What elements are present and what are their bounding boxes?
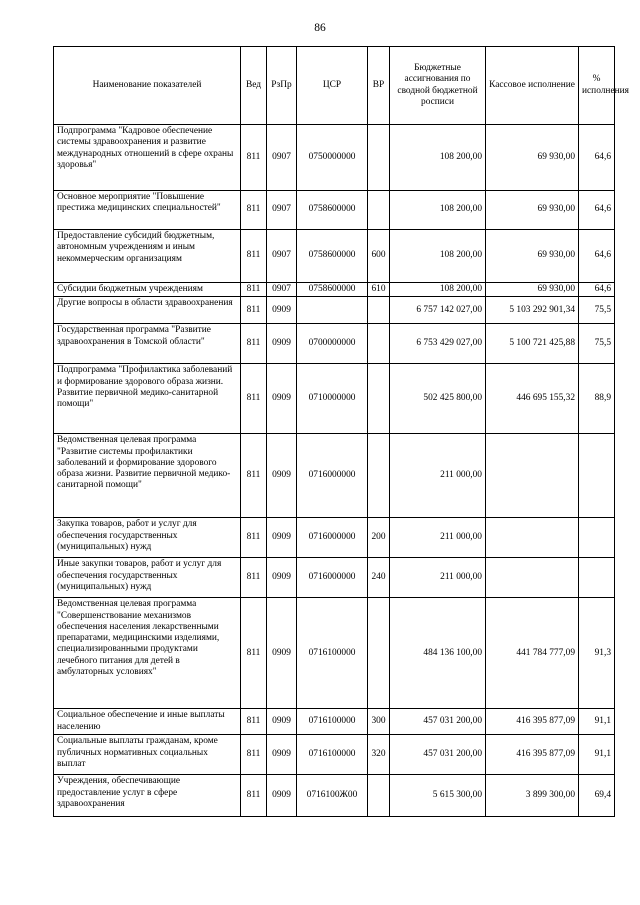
cell-rzpr: 0909 bbox=[267, 735, 297, 775]
cell-cash: 5 103 292 901,34 bbox=[486, 297, 579, 324]
cell-ved: 811 bbox=[241, 364, 267, 434]
cell-vr: 320 bbox=[368, 735, 390, 775]
cell-pct: 69,4 bbox=[579, 775, 615, 817]
cell-budget: 108 200,00 bbox=[390, 191, 486, 230]
cell-vr: 600 bbox=[368, 230, 390, 283]
cell-ved: 811 bbox=[241, 518, 267, 558]
cell-csr: 0716100000 bbox=[297, 735, 368, 775]
cell-ved: 811 bbox=[241, 283, 267, 297]
table-row bbox=[54, 518, 615, 558]
cell-csr: 0716000000 bbox=[297, 558, 368, 598]
cell-csr: 0758600000 bbox=[297, 283, 368, 297]
cell-csr: 0716100000 bbox=[297, 709, 368, 735]
cell-name: Социальные выплаты гражданам, кроме публичных нормативных социальных выплат bbox=[54, 735, 241, 775]
cell-ved: 811 bbox=[241, 775, 267, 817]
cell-budget: 457 031 200,00 bbox=[390, 735, 486, 775]
header-csr: ЦСР bbox=[297, 47, 368, 125]
cell-cash: 69 930,00 bbox=[486, 125, 579, 191]
cell-cash: 416 395 877,09 bbox=[486, 709, 579, 735]
cell-pct: 64,6 bbox=[579, 125, 615, 191]
cell-rzpr: 0907 bbox=[267, 125, 297, 191]
cell-ved: 811 bbox=[241, 125, 267, 191]
cell-pct bbox=[579, 518, 615, 558]
cell-cash: 5 100 721 425,88 bbox=[486, 324, 579, 364]
cell-csr: 0758600000 bbox=[297, 191, 368, 230]
cell-cash: 3 899 300,00 bbox=[486, 775, 579, 817]
cell-rzpr: 0907 bbox=[267, 191, 297, 230]
table-row bbox=[54, 775, 615, 817]
cell-budget: 108 200,00 bbox=[390, 125, 486, 191]
cell-budget: 108 200,00 bbox=[390, 283, 486, 297]
table-row bbox=[54, 434, 615, 518]
cell-vr: 610 bbox=[368, 283, 390, 297]
cell-cash bbox=[486, 518, 579, 558]
cell-csr: 0716100000 bbox=[297, 598, 368, 709]
cell-vr bbox=[368, 364, 390, 434]
page-number: 86 bbox=[314, 22, 326, 34]
table-header-row bbox=[54, 47, 615, 125]
cell-cash: 69 930,00 bbox=[486, 191, 579, 230]
cell-csr: 0716100Ж00 bbox=[297, 775, 368, 817]
cell-rzpr: 0907 bbox=[267, 283, 297, 297]
cell-csr: 0700000000 bbox=[297, 324, 368, 364]
cell-name: Иные закупки товаров, работ и услуг для обеспечения государственных (муниципальных) нужд bbox=[54, 558, 241, 598]
cell-rzpr: 0909 bbox=[267, 709, 297, 735]
cell-cash: 69 930,00 bbox=[486, 283, 579, 297]
cell-pct: 91,3 bbox=[579, 598, 615, 709]
cell-name: Субсидии бюджетным учреждениям bbox=[54, 283, 241, 297]
cell-ved: 811 bbox=[241, 558, 267, 598]
cell-name: Социальное обеспечение и иные выплаты населению bbox=[54, 709, 241, 735]
cell-pct: 64,6 bbox=[579, 230, 615, 283]
cell-cash: 69 930,00 bbox=[486, 230, 579, 283]
cell-vr bbox=[368, 324, 390, 364]
cell-csr: 0716000000 bbox=[297, 434, 368, 518]
cell-rzpr: 0909 bbox=[267, 518, 297, 558]
header-percent: % исполнения bbox=[579, 47, 615, 125]
table-row bbox=[54, 364, 615, 434]
table-row bbox=[54, 297, 615, 324]
cell-rzpr: 0909 bbox=[267, 598, 297, 709]
cell-cash: 446 695 155,32 bbox=[486, 364, 579, 434]
cell-vr: 300 bbox=[368, 709, 390, 735]
cell-ved: 811 bbox=[241, 230, 267, 283]
cell-rzpr: 0909 bbox=[267, 434, 297, 518]
cell-budget: 457 031 200,00 bbox=[390, 709, 486, 735]
table-row bbox=[54, 283, 615, 297]
cell-budget: 6 753 429 027,00 bbox=[390, 324, 486, 364]
cell-pct bbox=[579, 434, 615, 518]
cell-csr: 0758600000 bbox=[297, 230, 368, 283]
cell-vr: 240 bbox=[368, 558, 390, 598]
cell-ved: 811 bbox=[241, 191, 267, 230]
table-row bbox=[54, 230, 615, 283]
cell-csr bbox=[297, 297, 368, 324]
cell-cash: 416 395 877,09 bbox=[486, 735, 579, 775]
cell-budget: 484 136 100,00 bbox=[390, 598, 486, 709]
cell-name: Учреждения, обеспечивающие предоставление услуг в сфере здравоохранения bbox=[54, 775, 241, 817]
cell-csr: 0750000000 bbox=[297, 125, 368, 191]
table-row bbox=[54, 735, 615, 775]
cell-name: Подпрограмма "Кадровое обеспечение системы здравоохранения и развитие международных отношений в сфере охраны здоровья" bbox=[54, 125, 241, 191]
cell-budget: 5 615 300,00 bbox=[390, 775, 486, 817]
cell-vr bbox=[368, 297, 390, 324]
cell-budget: 502 425 800,00 bbox=[390, 364, 486, 434]
cell-rzpr: 0909 bbox=[267, 297, 297, 324]
header-rzpr: РзПр bbox=[267, 47, 297, 125]
cell-pct: 91,1 bbox=[579, 709, 615, 735]
cell-ved: 811 bbox=[241, 709, 267, 735]
cell-rzpr: 0909 bbox=[267, 775, 297, 817]
cell-budget: 211 000,00 bbox=[390, 434, 486, 518]
cell-cash: 441 784 777,09 bbox=[486, 598, 579, 709]
cell-cash bbox=[486, 558, 579, 598]
cell-vr: 200 bbox=[368, 518, 390, 558]
cell-vr bbox=[368, 434, 390, 518]
table-row bbox=[54, 558, 615, 598]
cell-ved: 811 bbox=[241, 735, 267, 775]
cell-rzpr: 0909 bbox=[267, 364, 297, 434]
cell-name: Другие вопросы в области здравоохранения bbox=[54, 297, 241, 324]
cell-vr bbox=[368, 775, 390, 817]
table-row bbox=[54, 125, 615, 191]
header-name: Наименование показателей bbox=[54, 47, 241, 125]
cell-budget: 211 000,00 bbox=[390, 518, 486, 558]
cell-budget: 211 000,00 bbox=[390, 558, 486, 598]
cell-vr bbox=[368, 598, 390, 709]
cell-rzpr: 0909 bbox=[267, 558, 297, 598]
cell-pct bbox=[579, 558, 615, 598]
header-ved: Вед bbox=[241, 47, 267, 125]
cell-name: Предоставление субсидий бюджетным, автономным учреждениям и иным некоммерческим организациям bbox=[54, 230, 241, 283]
cell-name: Государственная программа "Развитие здравоохранения в Томской области" bbox=[54, 324, 241, 364]
cell-ved: 811 bbox=[241, 297, 267, 324]
cell-rzpr: 0907 bbox=[267, 230, 297, 283]
cell-ved: 811 bbox=[241, 434, 267, 518]
cell-pct: 64,6 bbox=[579, 191, 615, 230]
cell-vr bbox=[368, 125, 390, 191]
cell-budget: 6 757 142 027,00 bbox=[390, 297, 486, 324]
cell-ved: 811 bbox=[241, 324, 267, 364]
cell-name: Ведомственная целевая программа "Развитие системы профилактики заболеваний и формирование здорового образа жизни. Развитие первичной медико-санитарной помощи" bbox=[54, 434, 241, 518]
cell-name: Подпрограмма "Профилактика заболеваний и формирование здорового образа жизни. Развитие первичной медико-санитарной помощи" bbox=[54, 364, 241, 434]
header-budget: Бюджетные ассигнования по сводной бюджетной росписи bbox=[390, 47, 486, 125]
table-row bbox=[54, 324, 615, 364]
cell-ved: 811 bbox=[241, 598, 267, 709]
cell-pct: 75,5 bbox=[579, 297, 615, 324]
table-row bbox=[54, 598, 615, 709]
cell-csr: 0716000000 bbox=[297, 518, 368, 558]
header-cash: Кассовое исполнение bbox=[486, 47, 579, 125]
table-row bbox=[54, 709, 615, 735]
cell-vr bbox=[368, 191, 390, 230]
budget-table bbox=[53, 46, 629, 817]
cell-csr: 0710000000 bbox=[297, 364, 368, 434]
cell-name: Ведомственная целевая программа "Совершенствование механизмов обеспечения населения лекарственными препаратами, медицинскими изделиями, специализированными продуктами лечебного питания для детей в амбулаторных условиях" bbox=[54, 598, 241, 709]
cell-pct: 75,5 bbox=[579, 324, 615, 364]
cell-cash bbox=[486, 434, 579, 518]
header-vr: ВР bbox=[368, 47, 390, 125]
cell-pct: 88,9 bbox=[579, 364, 615, 434]
cell-rzpr: 0909 bbox=[267, 324, 297, 364]
table-row bbox=[54, 191, 615, 230]
cell-name: Основное мероприятие "Повышение престижа медицинских специальностей" bbox=[54, 191, 241, 230]
cell-pct: 91,1 bbox=[579, 735, 615, 775]
cell-name: Закупка товаров, работ и услуг для обеспечения государственных (муниципальных) нужд bbox=[54, 518, 241, 558]
cell-pct: 64,6 bbox=[579, 283, 615, 297]
cell-budget: 108 200,00 bbox=[390, 230, 486, 283]
